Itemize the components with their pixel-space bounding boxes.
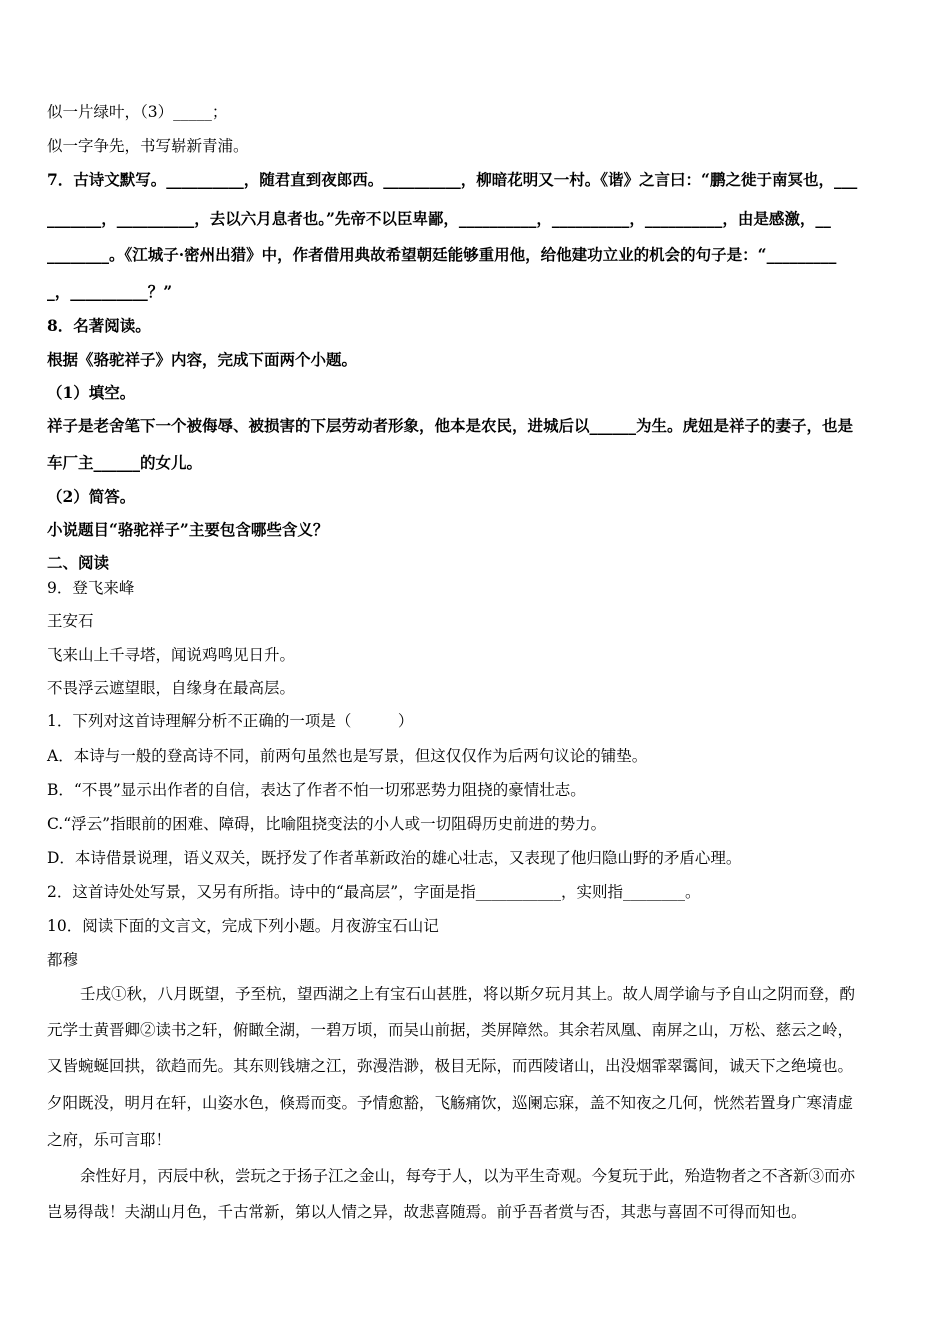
poem-verse-1: 飞来山上千寻塔，闻说鸡鸣见日升。 <box>47 646 296 664</box>
option-b: B．“不畏”显示出作者的自信，表达了作者不怕一切邪恶势力阻挠的豪情壮志。 <box>47 781 586 799</box>
poem-verse-2: 不畏浮云遮望眼，自缘身在最高层。 <box>47 679 296 697</box>
subquestion-1-label: （1）填空。 <box>47 383 136 402</box>
question-7-line-2: _______，__________，去以六月息者也。”先帝不以臣卑鄙，__________，__________，__________，由是感激，__ <box>47 209 831 228</box>
question-10-title: 10．阅读下面的文言文，完成下列小题。月夜游宝石山记 <box>47 917 439 935</box>
option-d: D．本诗借景说理，语义双关，既抒发了作者革新政治的雄心壮志，又表现了他归隐山野的矛盾心理。 <box>47 849 742 867</box>
poem-line-4: 似一字争先，书写崭新青浦。 <box>47 137 249 155</box>
essay-author: 都穆 <box>47 951 79 969</box>
question-7-line-4: _，__________？” <box>47 282 173 301</box>
question-7-line-3: ________。《江城子·密州出猎》中，作者借用典故希望朝廷能够重用他，给他建功立业的机会的句子是：“_________ <box>47 245 837 264</box>
subquestion-2-label: （2）简答。 <box>47 487 136 506</box>
subquestion-1-line-1: 祥子是老舍笔下一个被侮辱、被损害的下层劳动者形象，他本是农民，进城后以______为生。虎妞是祥子的妻子，也是 <box>47 416 854 435</box>
essay-paragraph-1-line-2: 元学士黄晋卿②读书之轩，俯瞰全湖，一碧万顷，而吴山前据，类屏障然。其余若凤凰、南屏之山，万松、慈云之岭， <box>47 1021 854 1039</box>
question-7-line-1: 7．古诗文默写。__________，随君直到夜郎西。__________，柳暗花明又一村。《谐》之言曰：“鹏之徙于南冥也，___ <box>47 170 858 189</box>
essay-paragraph-1-line-5: 之府，乐可言耶！ <box>47 1131 172 1149</box>
essay-paragraph-2-line-2: 岂易得哉！夫湖山月色，千古常新，第以人情之异，故悲喜随焉。前乎吾者赏与否，其悲与喜固不可得而知也。 <box>47 1203 807 1221</box>
essay-paragraph-2-line-1: 余性好月，丙辰中秋，尝玩之于扬子江之金山，每夸于人，以为平生奇观。今复玩于此，殆造物者之不吝新③而亦 <box>80 1167 856 1185</box>
essay-paragraph-1-line-1: 壬戌①秋，八月既望，予至杭，望西湖之上有宝石山甚胜，将以斯夕玩月其上。故人周学谕与予自山之阴而登，酌 <box>80 985 856 1003</box>
essay-paragraph-1-line-4: 夕阳既没，明月在轩，山姿水色，倏焉而变。予情愈豁，飞觞痛饮，巡阑忘寐，盖不知夜之几何，恍然若置身广寒清虚 <box>47 1094 854 1112</box>
subquestion-1-line-2: 车厂主______的女儿。 <box>47 453 203 472</box>
question-9-2: 2．这首诗处处写景，又另有所指。诗中的“最高层”，字面是指___________，实则指________。 <box>47 883 701 901</box>
section-heading-reading: 二、阅读 <box>47 553 110 572</box>
option-c: C.“浮云”指眼前的困难、障碍，比喻阻挠变法的小人或一切阻碍历史前进的势力。 <box>47 815 607 833</box>
question-8-title: 8．名著阅读。 <box>47 316 151 335</box>
option-a: A．本诗与一般的登高诗不同，前两句虽然也是写景，但这仅仅作为后两句议论的铺垫。 <box>47 747 648 765</box>
question-9-title: 9．登飞来峰 <box>47 579 135 597</box>
subquestion-2-text: 小说题目“骆驼祥子”主要包含哪些含义？ <box>47 520 329 539</box>
question-8-instruction: 根据《骆驼祥子》内容，完成下面两个小题。 <box>47 350 358 369</box>
essay-paragraph-1-line-3: 又皆蜿蜒回拱，欲趋而先。其东则钱塘之江，弥漫浩渺，极目无际，而西陵诸山，出没烟霏翠霭间，诚天下之绝境也。 <box>47 1057 854 1075</box>
poem-author: 王安石 <box>47 612 94 630</box>
question-9-1-stem: 1．下列对这首诗理解分析不正确的一项是（ ） <box>47 712 414 730</box>
poem-line-3: 似一片绿叶，（3）_____； <box>47 103 228 121</box>
